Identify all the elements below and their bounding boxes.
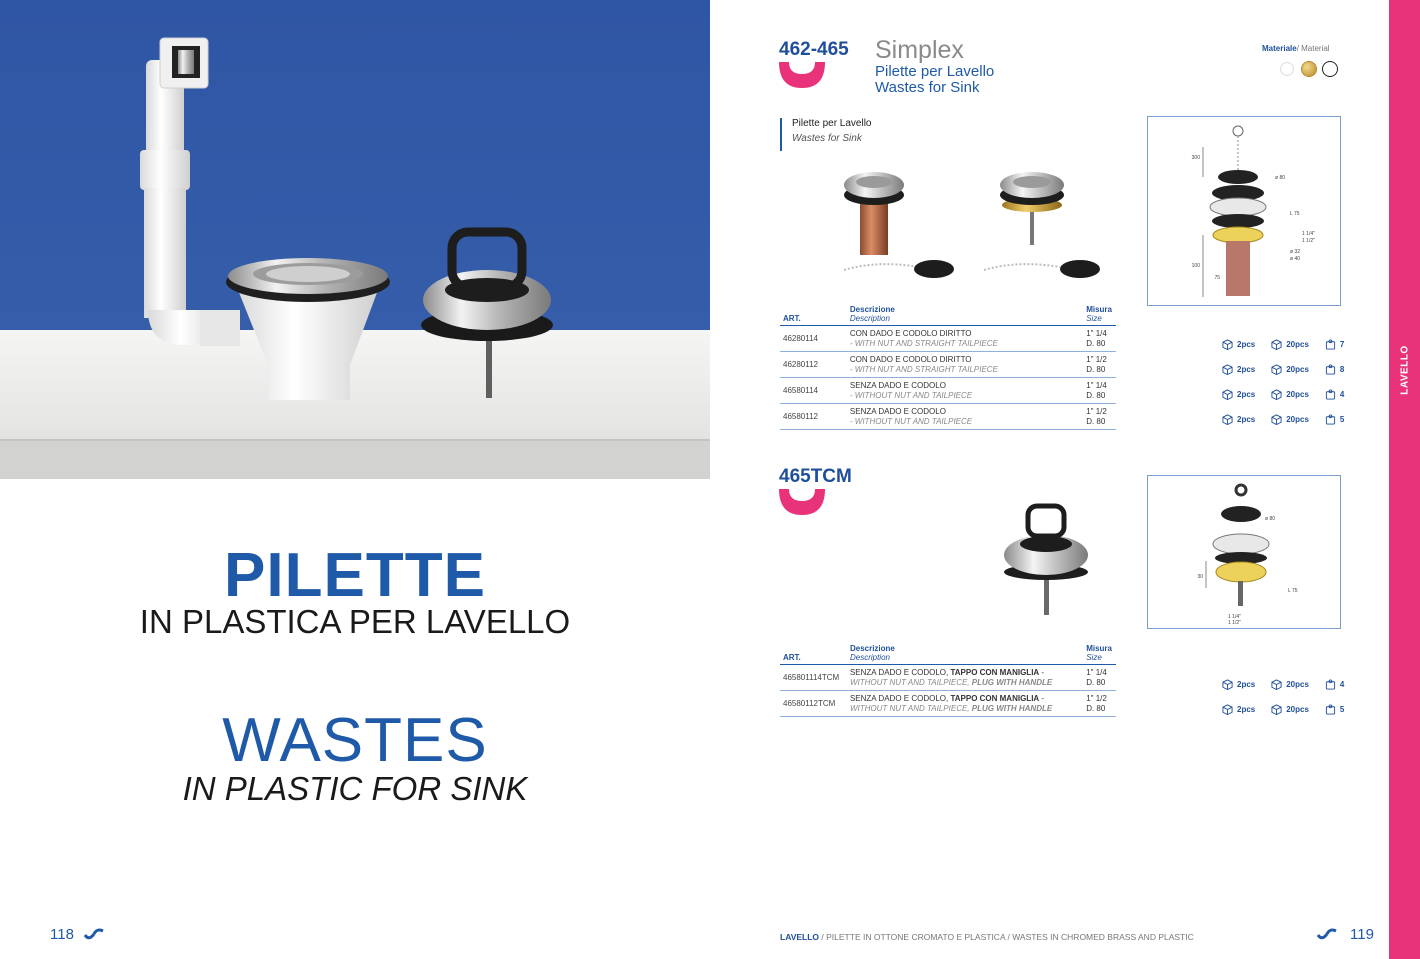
photo-scene xyxy=(0,0,710,479)
side-tab xyxy=(1389,0,1420,959)
table-row: 46280112 CON DADO E CODOLO DIRITTO - WITH NUT AND STRAIGHT TAILPIECE 1" 1/2 D. 80 xyxy=(780,352,1116,378)
col-description: Descrizione Description xyxy=(847,305,1083,326)
product-photo xyxy=(0,0,710,479)
carton-icon xyxy=(1271,364,1282,375)
box-icon xyxy=(1222,414,1233,425)
footer-breadcrumb: LAVELLO / PILETTE IN OTTONE CROMATO E PLASTICA / WASTES IN CHROMED BRASS AND PLASTIC xyxy=(780,932,1194,942)
diagram1-label-6: ø 40 xyxy=(1290,256,1301,262)
carton-icon xyxy=(1271,414,1282,425)
packaging-row: 2pcs 20pcs 4 xyxy=(1222,677,1344,691)
material-swatch-white xyxy=(1280,62,1294,76)
weight-icon xyxy=(1325,414,1336,425)
material-swatch-chrome xyxy=(1322,61,1338,77)
page-number-left: 118 xyxy=(50,926,74,943)
page-number-right: 119 xyxy=(1350,926,1374,943)
col-size: Misura Size xyxy=(1083,644,1116,665)
pink-drop-icon xyxy=(779,62,825,88)
table-row: 465801114TCM SENZA DADO E CODOLO, TAPPO CON MANIGLIA - WITHOUT NUT AND TAILPIECE, PLUG WITH HANDLE 1" 1/4 D. 80 xyxy=(780,665,1116,691)
section-title: Pilette per Lavello xyxy=(792,118,872,129)
col-description: Descrizione Description xyxy=(847,644,1083,665)
material-label: Materiale/ Material xyxy=(1262,44,1330,53)
carton-icon xyxy=(1271,389,1282,400)
product-image-465tcm xyxy=(998,500,1098,618)
product-table-1 xyxy=(780,305,1116,430)
diagram1-label-3: 1 1/4" xyxy=(1302,231,1315,237)
left-subtitle-en: IN PLASTIC FOR SINK xyxy=(182,770,528,807)
left-title-en: WASTES xyxy=(222,706,488,775)
diagram1-label-0: 300 xyxy=(1191,155,1200,161)
weight-icon xyxy=(1325,679,1336,690)
brand-logo-icon xyxy=(1316,927,1338,941)
packaging-list-2 xyxy=(1222,677,1344,716)
carton-icon xyxy=(1271,704,1282,715)
packaging-row: 2pcs 20pcs 7 xyxy=(1222,337,1344,351)
diagram1-label-4: 1 1/2" xyxy=(1302,238,1315,244)
left-title: PILETTE xyxy=(224,541,486,610)
table-row: 46280114 CON DADO E CODOLO DIRITTO - WITH NUT AND STRAIGHT TAILPIECE 1" 1/4 D. 80 xyxy=(780,326,1116,352)
diagram1-label-7: 100 xyxy=(1191,263,1200,269)
carton-icon xyxy=(1271,339,1282,350)
box-icon xyxy=(1222,364,1233,375)
packaging-row: 2pcs 20pcs 8 xyxy=(1222,362,1344,376)
box-icon xyxy=(1222,389,1233,400)
box-icon xyxy=(1222,704,1233,715)
weight-icon xyxy=(1325,339,1336,350)
col-size: Misura Size xyxy=(1083,305,1116,326)
section-heading xyxy=(780,118,872,151)
table-row: 46580114 SENZA DADO E CODOLO - WITHOUT NUT AND TAILPIECE 1" 1/4 D. 80 xyxy=(780,378,1116,404)
product-name: Simplex xyxy=(875,36,964,64)
diagram1-label-1: ø 80 xyxy=(1275,175,1286,181)
diagram1-label-2: L 75 xyxy=(1290,211,1300,217)
technical-diagram-1 xyxy=(1147,116,1341,306)
product-subtitle-it: Pilette per Lavello xyxy=(875,63,995,80)
diagram2-label-3: 1 1/4" xyxy=(1228,614,1241,620)
col-art: ART. xyxy=(780,644,847,665)
packaging-row: 2pcs 20pcs 5 xyxy=(1222,702,1344,716)
table-row: 46580112TCM SENZA DADO E CODOLO, TAPPO CON MANIGLIA - WITHOUT NUT AND TAILPIECE, PLUG WITH HANDLE 1" 1/2 D. 80 xyxy=(780,691,1116,717)
product-subtitle-en: Wastes for Sink xyxy=(875,79,980,96)
weight-icon xyxy=(1325,704,1336,715)
material-swatch-brass xyxy=(1301,61,1317,77)
diagram2-label-4: 1 1/2" xyxy=(1228,620,1241,626)
diagram2-label-2: L 75 xyxy=(1288,588,1298,594)
brand-logo-icon xyxy=(83,927,105,941)
diagram2-label-0: ø 80 xyxy=(1265,516,1276,522)
packaging-list-1 xyxy=(1222,337,1344,426)
weight-icon xyxy=(1325,389,1336,400)
product-code: 462-465 xyxy=(779,39,849,60)
table-row: 46580112 SENZA DADO E CODOLO - WITHOUT NUT AND TAILPIECE 1" 1/2 D. 80 xyxy=(780,404,1116,430)
carton-icon xyxy=(1271,679,1282,690)
pink-drop-icon-2 xyxy=(779,489,825,515)
box-icon xyxy=(1222,339,1233,350)
left-subtitle: IN PLASTICA PER LAVELLO xyxy=(139,603,571,640)
box-icon xyxy=(1222,679,1233,690)
diagram2-label-1: 30 xyxy=(1197,574,1203,580)
col-art: ART. xyxy=(780,305,847,326)
weight-icon xyxy=(1325,364,1336,375)
section-title-en: Wastes for Sink xyxy=(792,133,862,144)
product-table-2 xyxy=(780,644,1116,717)
packaging-row: 2pcs 20pcs 5 xyxy=(1222,412,1344,426)
diagram1-label-8: 75 xyxy=(1214,275,1220,281)
product-code-2: 465TCM xyxy=(779,466,852,487)
packaging-row: 2pcs 20pcs 4 xyxy=(1222,387,1344,401)
product-images-462-465 xyxy=(838,165,1118,285)
technical-diagram-2 xyxy=(1147,475,1341,629)
diagram1-label-5: ø 32 xyxy=(1290,249,1301,255)
side-tab-label: LAVELLO xyxy=(1399,345,1410,395)
